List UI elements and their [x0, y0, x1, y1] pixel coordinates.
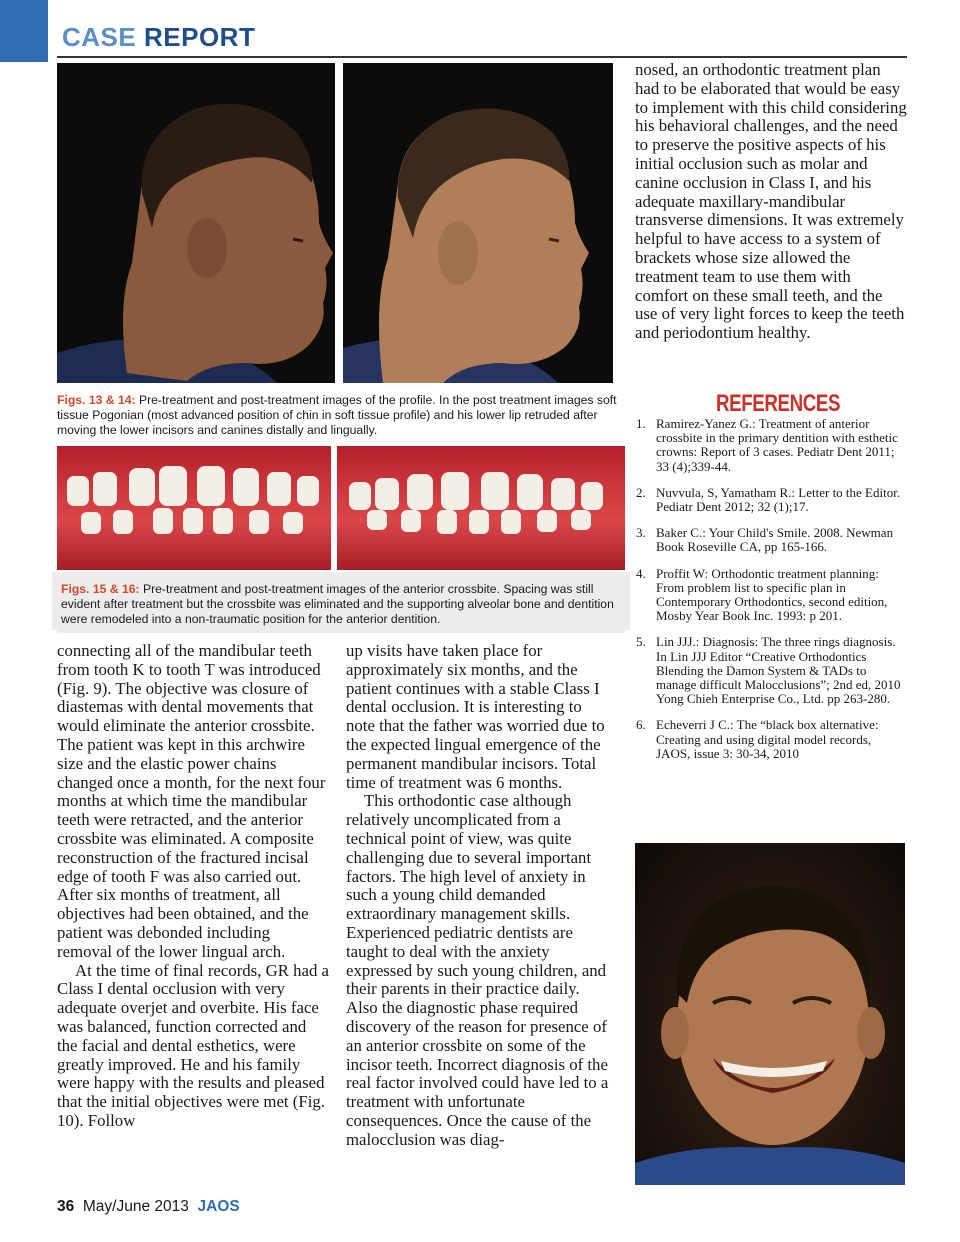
reference-text: Nuvvula, S, Yamatham R.: Letter to the Editor. Pediatr Dent 2012; 32 (1);17. [656, 484, 901, 515]
figure-14-profile-post [343, 63, 613, 383]
reference-text: Proffit W: Orthodontic treatment planning: From problem list to specific plan in Contemporary Orthodontics, second edition, Mosby Year Book Inc. 1993: p 201. [656, 565, 888, 624]
reference-item [636, 718, 906, 761]
body-text-left-column [57, 642, 329, 1131]
section-title-case: CASE [62, 22, 137, 52]
reference-item [636, 526, 906, 554]
body-paragraph: This orthodontic case although relatively uncomplicated from a technical point of view, was quite challenging due to several important factors. The high level of anxiety in such a young child demanded extraordinary management skills. Experienced pediatric dentists are taught to deal with the anxiety expressed by such young children, and their parents in their practice daily. Also the diagnostic phase required discovery of the reason for presence of an anterior crossbite on some of the incisor teeth. Incorrect diagnosis of the real factor involved could have led to a treatment with unfortunate consequences. Once the cause of the malocclusion was diag- [346, 791, 609, 1149]
section-tab-decoration [0, 0, 48, 62]
figure-15-16-caption-label: Figs. 15 & 16: [61, 582, 140, 596]
journal-name: JAOS [197, 1198, 240, 1215]
figure-13-14-caption-label: Figs. 13 & 14: [57, 393, 136, 407]
body-text-right-column [635, 61, 907, 343]
body-paragraph: nosed, an orthodontic treatment plan had to be elaborated that would be easy to implement with this child considering his behavioral challenges, and the need to preserve the positive aspects of his initial occlusion such as molar and canine occlusion in Class I, and his adequate maxillary-mandibular transverse dimensions. It was extremely helpful to have access to a system of brackets whose size allowed the treatment team to use them with comfort on these small teeth, and the use of very light forces to keep the teeth and periodontium healthy. [635, 60, 907, 343]
reference-item [636, 486, 906, 514]
reference-number: 4. [636, 565, 646, 581]
issue-date: May/June 2013 [82, 1198, 189, 1215]
figure-15-teeth-pre [57, 446, 331, 570]
section-title [62, 22, 255, 53]
body-paragraph: connecting all of the mandibular teeth from tooth K to tooth T was introduced (Fig. 9). The objective was closure of diastemas with dental movements that would eliminate the anterior crossbite. The patient was kept in this archwire size and the elastic power chains changed once a month, for the next four months at which time the mandibular teeth were retracted, and the anterior crossbite was eliminated. A composite reconstruction of the fractured incisal edge of tooth F was also carried out. After six months of treatment, all objectives had been obtained, and the patient was debonded including removal of the lower lingual arch. [57, 641, 326, 961]
reference-number: 2. [636, 484, 646, 500]
page-footer [57, 1198, 240, 1216]
reference-number: 5. [636, 634, 646, 650]
body-text-middle-column [346, 642, 614, 1150]
figure-13-14-caption [57, 393, 617, 438]
page-number: 36 [57, 1198, 75, 1215]
reference-item [636, 417, 906, 474]
figure-15-16-caption [57, 581, 625, 633]
reference-text: Ramirez-Yanez G.: Treatment of anterior crossbite in the primary dentition with esthetic crowns: Report of 3 cases. Pediatr Dent 2011; 33 (4);339-44. [656, 416, 898, 474]
body-paragraph: At the time of final records, GR had a Class I dental occlusion with very adequate overjet and overbite. His face was balanced, function corrected and the facial and dental esthetics, were greatly improved. He and his family were happy with the results and pleased that the initial objectives were met (Fig. 10). Follow [57, 960, 329, 1130]
reference-number: 6. [636, 717, 646, 733]
section-title-report: REPORT [143, 22, 256, 52]
reference-text: Lin JJJ.: Diagnosis: The three rings diagnosis. In Lin JJJ Editor “Creative Orthodontics Blending the Damon System & TADs to manage difficult Malocclusions”; 2nd ed, 2010 Yong Chieh Enterprise Co., Ltd. pp 263-280. [656, 634, 901, 707]
reference-text: Echeverri J C.: The “black box alternative: Creating and using digital model records, JAOS, issue 3: 30-34, 2010 [656, 717, 879, 761]
body-paragraph: up visits have taken place for approximately six months, and the patient continues with a stable Class I dental occlusion. It is interesting to note that the father was worried due to the expected lingual emergence of the permanent mandibular incisors. Total time of treatment was 6 months. [346, 641, 605, 792]
reference-number: 1. [636, 416, 646, 431]
references-list [636, 417, 906, 773]
references-heading: REFERENCES [716, 390, 841, 417]
header-rule [57, 56, 907, 58]
reference-item [636, 635, 906, 706]
figure-16-teeth-post [337, 446, 625, 570]
reference-number: 3. [636, 525, 646, 541]
figure-13-profile-pre [57, 63, 335, 383]
reference-item [636, 567, 906, 624]
figure-13-14-caption-text: Pre-treatment and post-treatment images of the profile. In the post treatment images soft tissue Pogonian (most advanced position of chin in soft tissue profile) and his lower lip retruded after moving the lower incisors and canines distally and lingually. [57, 393, 617, 437]
reference-text: Baker C.: Your Child's Smile. 2008. Newman Book Roseville CA, pp 165-166. [656, 525, 894, 555]
figure-smiling-portrait [635, 843, 905, 1185]
figure-15-16-caption-text: Pre-treatment and post-treatment images of the anterior crossbite. Spacing was still evident after treatment but the crossbite was eliminated and the supporting alveolar bone and dentition were remodeled into a non-traumatic position for the anterior dentition. [61, 582, 614, 626]
